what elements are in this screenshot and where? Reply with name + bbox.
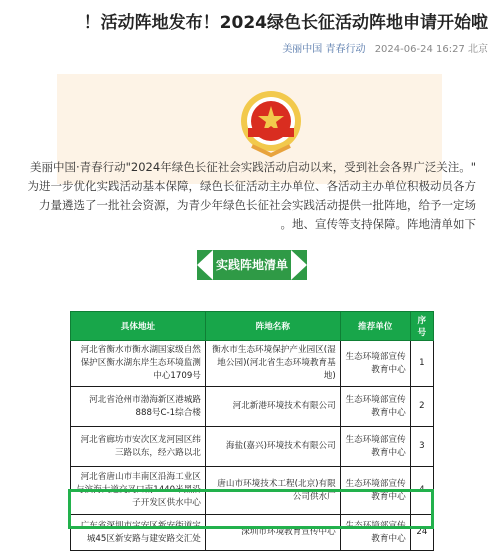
youth-league-emblem-icon xyxy=(238,88,304,158)
table-row xyxy=(71,427,434,467)
row-name: 唐山市环境技术工程(北京)有限公司供水厂 xyxy=(205,467,340,515)
row-addr: 河北省廊坊市安次区龙河园区纬三路以东，经六路以北 xyxy=(71,427,206,467)
row-name: 河北新港环境技术有限公司 xyxy=(205,387,340,427)
header-no: 序号 xyxy=(410,312,433,341)
table-header-row xyxy=(71,312,434,341)
row-no: 4 xyxy=(410,467,433,515)
row-addr: 广东省深圳市宝安区新安街道宝城45区新安路与建安路交汇处 xyxy=(71,515,206,551)
row-unit: 生态环境部宣传教育中心 xyxy=(340,467,410,515)
article-meta xyxy=(276,40,488,55)
row-no: 2 xyxy=(410,387,433,427)
row-name: 深圳市环境教育宣传中心 xyxy=(205,515,340,551)
row-unit: 生态环境部宣传教育中心 xyxy=(340,427,410,467)
row-addr: 河北省唐山市丰南区沿海工业区与滨海大道交叉口南1440米黑沿子开发区供水中心 xyxy=(71,467,206,515)
header-unit: 推荐单位 xyxy=(340,312,410,341)
row-addr: 河北省衡水市衡水湖国家级自然保护区衡水湖东岸生态环境监测中心1709号 xyxy=(71,341,206,387)
article-source-link[interactable]: 美丽中国 青春行动 xyxy=(282,44,366,55)
section-tag: 实践阵地清单 xyxy=(197,250,307,280)
table-row xyxy=(71,387,434,427)
table-row xyxy=(71,341,434,387)
row-unit: 生态环境部宣传教育中心 xyxy=(340,387,410,427)
header-name: 阵地名称 xyxy=(205,312,340,341)
article-title: 活动阵地发布！2024绿色长征活动阵地申请开始啦！ xyxy=(83,13,488,33)
tag-left-notch xyxy=(197,250,213,280)
article-body: "美丽中国·青春行动"2024年绿色长征社会实践活动启动以来，受到社会各界广泛关注。为进一步优化实践活动基本保障，绿色长征活动主办单位、各活动主办单位积极动员各方力量遴选了一批社会资源，为青少年绿色长征社会实践活动提供一批阵地，给予一定场地、宣传等支持保障。阵地清单如下。 xyxy=(27,160,476,231)
row-unit: 生态环境部宣传教育中心 xyxy=(340,341,410,387)
row-name: 衡水市生态环境保护产业园区(湿地公园)(河北省生态环境教育基地) xyxy=(205,341,340,387)
row-no: 3 xyxy=(410,427,433,467)
tag-right-notch xyxy=(291,250,307,280)
highlight-box xyxy=(68,489,434,529)
row-no: 24 xyxy=(410,515,433,551)
article-location: 北京 xyxy=(468,44,488,55)
row-no: 1 xyxy=(410,341,433,387)
row-name: 海盐(嘉兴)环境技术有限公司 xyxy=(205,427,340,467)
row-unit: 生态环境部宣传教育中心 xyxy=(340,515,410,551)
header-addr: 具体地址 xyxy=(71,312,206,341)
row-addr: 河北省沧州市渤海新区港城路888号C-1综合楼 xyxy=(71,387,206,427)
article-date: 2024-06-24 16:27 xyxy=(374,44,465,55)
